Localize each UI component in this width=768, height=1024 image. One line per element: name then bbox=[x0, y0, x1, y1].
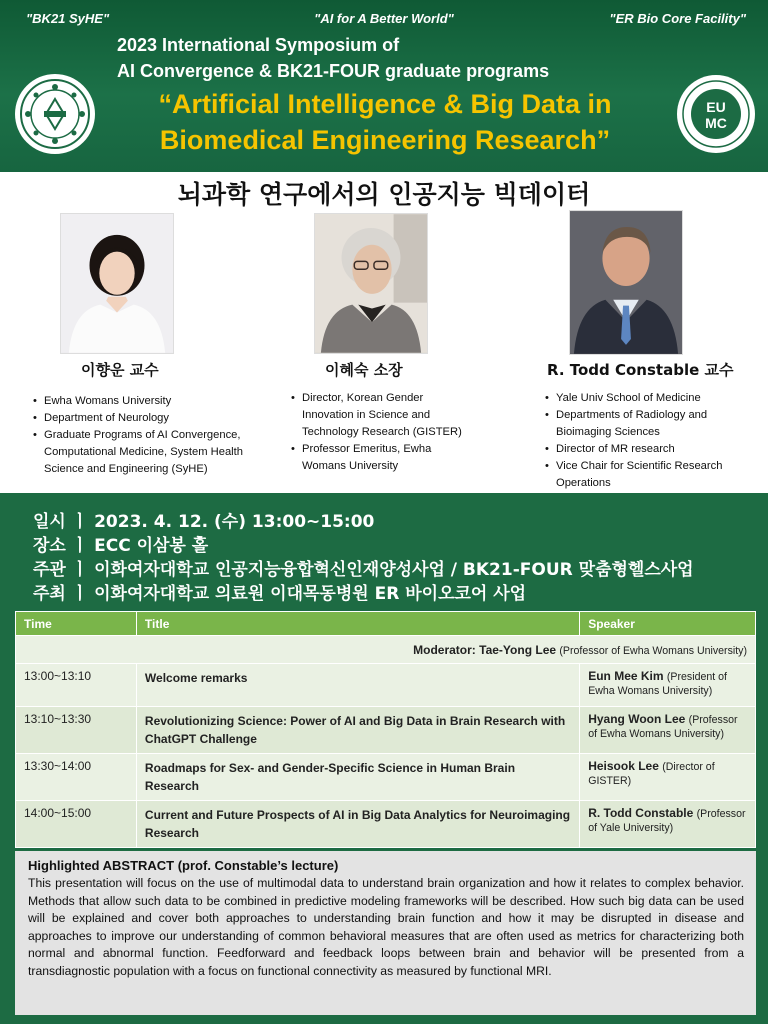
svg-text:MC: MC bbox=[705, 115, 727, 131]
speaker-photo-lee-hyangwoon bbox=[60, 213, 174, 354]
table-row bbox=[16, 664, 756, 707]
abstract-title: Highlighted ABSTRACT (prof. Constable’s lecture) bbox=[28, 858, 339, 873]
row-time: 13:00~13:10 bbox=[16, 664, 137, 707]
column-header-speaker: Speaker bbox=[580, 612, 756, 636]
column-header-time: Time bbox=[16, 612, 137, 636]
table-row bbox=[16, 754, 756, 801]
main-title-line-2: Biomedical Engineering Research” bbox=[159, 125, 611, 155]
speaker-name-1: 이향운 교수 bbox=[81, 361, 159, 379]
speaker-3-bullets bbox=[545, 390, 745, 492]
header-banner bbox=[0, 0, 768, 172]
ewha-seal-logo bbox=[14, 73, 96, 155]
symposium-line-1: 2023 International Symposium of bbox=[117, 35, 400, 55]
bullet-item: • Vice Chair for Scientific Research Operations bbox=[545, 458, 745, 492]
speaker-name-2: 이혜숙 소장 bbox=[325, 361, 403, 379]
main-title-line-1: “Artificial Intelligence & Big Data in bbox=[158, 89, 612, 119]
row-time: 14:00~15:00 bbox=[16, 801, 137, 848]
bullet-item: • Professor Emeritus, Ewha Womans University bbox=[291, 441, 473, 475]
moderator-name: Tae-Yong Lee bbox=[479, 642, 557, 657]
bullet-item: • Ewha Womans University bbox=[33, 393, 243, 410]
event-date: 일시 ㅣ 2023. 4. 12. (수) 13:00~15:00 bbox=[33, 512, 375, 532]
row-title: Current and Future Prospects of AI in Big Data Analytics for Neuroimaging Research bbox=[136, 801, 579, 848]
row-speaker: Eun Mee Kim bbox=[588, 669, 664, 683]
moderator-row bbox=[16, 636, 756, 664]
korean-title: 뇌과학 연구에서의 인공지능 빅데이터 bbox=[177, 180, 591, 209]
bullet-item: • Department of Neurology bbox=[33, 410, 243, 427]
speaker-panel bbox=[0, 172, 768, 493]
event-venue: 장소 ㅣ ECC 이삼봉 홀 bbox=[33, 536, 209, 556]
table-row bbox=[16, 707, 756, 754]
bullet-item: • Yale Univ School of Medicine bbox=[545, 390, 745, 407]
eumc-logo bbox=[676, 74, 756, 154]
row-speaker: Heisook Lee bbox=[588, 759, 659, 773]
row-title: Roadmaps for Sex- and Gender-Specific Science in Human Brain Research bbox=[136, 754, 579, 801]
row-speaker-affiliation: (Professor of Yale University) bbox=[588, 808, 746, 834]
abstract-box bbox=[15, 851, 756, 1015]
row-title: Revolutionizing Science: Power of AI and Big Data in Brain Research with ChatGPT Challenge bbox=[136, 707, 579, 754]
column-header-title: Title bbox=[136, 612, 579, 636]
event-host: 주최 ㅣ 이화여자대학교 의료원 이대목동병원 ER 바이오코어 사업 bbox=[33, 584, 527, 604]
row-time: 13:10~13:30 bbox=[16, 707, 137, 754]
speaker-photo-constable bbox=[569, 210, 683, 355]
speaker-photo-lee-heisook bbox=[314, 213, 428, 354]
schedule-table bbox=[15, 611, 756, 848]
tagline-er-bio-core: "ER Bio Core Facility" bbox=[609, 11, 746, 26]
bullet-item: • Director, Korean Gender Innovation in Science and Technology Research (GISTER) bbox=[291, 390, 473, 441]
table-row bbox=[16, 801, 756, 848]
row-speaker: Hyang Woon Lee bbox=[588, 712, 686, 726]
abstract-text: This presentation will focus on the use of multimodal data to understand brain organization and how it relates to complex behavior. Methods that allow such data to be combined in predictive modeling frameworks will be described. How such big data can be used will be explained and cover both approaches to understanding brain function and how it may be disrupted in disease and approaches to improve our understanding of common behavioral measures that are often used as metrics for characterizing both normal and abnormal function. Feedforward and feedback loops between brain and behavior will be presented from a transdiagnostic population with a focus on functional connectivity as measured by functional MRI. bbox=[28, 876, 744, 978]
event-organizer: 주관 ㅣ 이화여자대학교 인공지능융합혁신인재양성사업 / BK21-FOUR 맞춤형헬스사업 bbox=[33, 560, 694, 580]
tagline-ai-better-world: "AI for A Better World" bbox=[314, 11, 454, 26]
speaker-1-bullets bbox=[33, 393, 243, 478]
moderator-label: Moderator: bbox=[413, 642, 476, 657]
speaker-2-bullets bbox=[291, 390, 473, 475]
bullet-item: • Graduate Programs of AI Convergence, Computational Medicine, System Health Science and Engineering (SyHE) bbox=[33, 427, 243, 478]
tagline-bk21-syhe: "BK21 SyHE" bbox=[26, 11, 110, 26]
row-speaker-affiliation: (Director of GISTER) bbox=[588, 761, 715, 787]
row-speaker: R. Todd Constable bbox=[588, 806, 694, 820]
bullet-item: • Director of MR research bbox=[545, 441, 745, 458]
row-speaker-affiliation: (President of Ewha Womans University) bbox=[588, 671, 727, 697]
bullet-item: • Departments of Radiology and Bioimaging Sciences bbox=[545, 407, 745, 441]
speaker-name-3: R. Todd Constable 교수 bbox=[547, 361, 734, 379]
row-speaker-affiliation: (Professor of Ewha Womans University) bbox=[588, 714, 738, 740]
moderator-affiliation: (Professor of Ewha Womans University) bbox=[559, 644, 747, 657]
symposium-line-2: AI Convergence & BK21-FOUR graduate programs bbox=[117, 61, 550, 81]
row-title: Welcome remarks bbox=[136, 664, 579, 707]
svg-text:EU: EU bbox=[706, 99, 726, 115]
row-time: 13:30~14:00 bbox=[16, 754, 137, 801]
table-header-row bbox=[16, 612, 756, 636]
